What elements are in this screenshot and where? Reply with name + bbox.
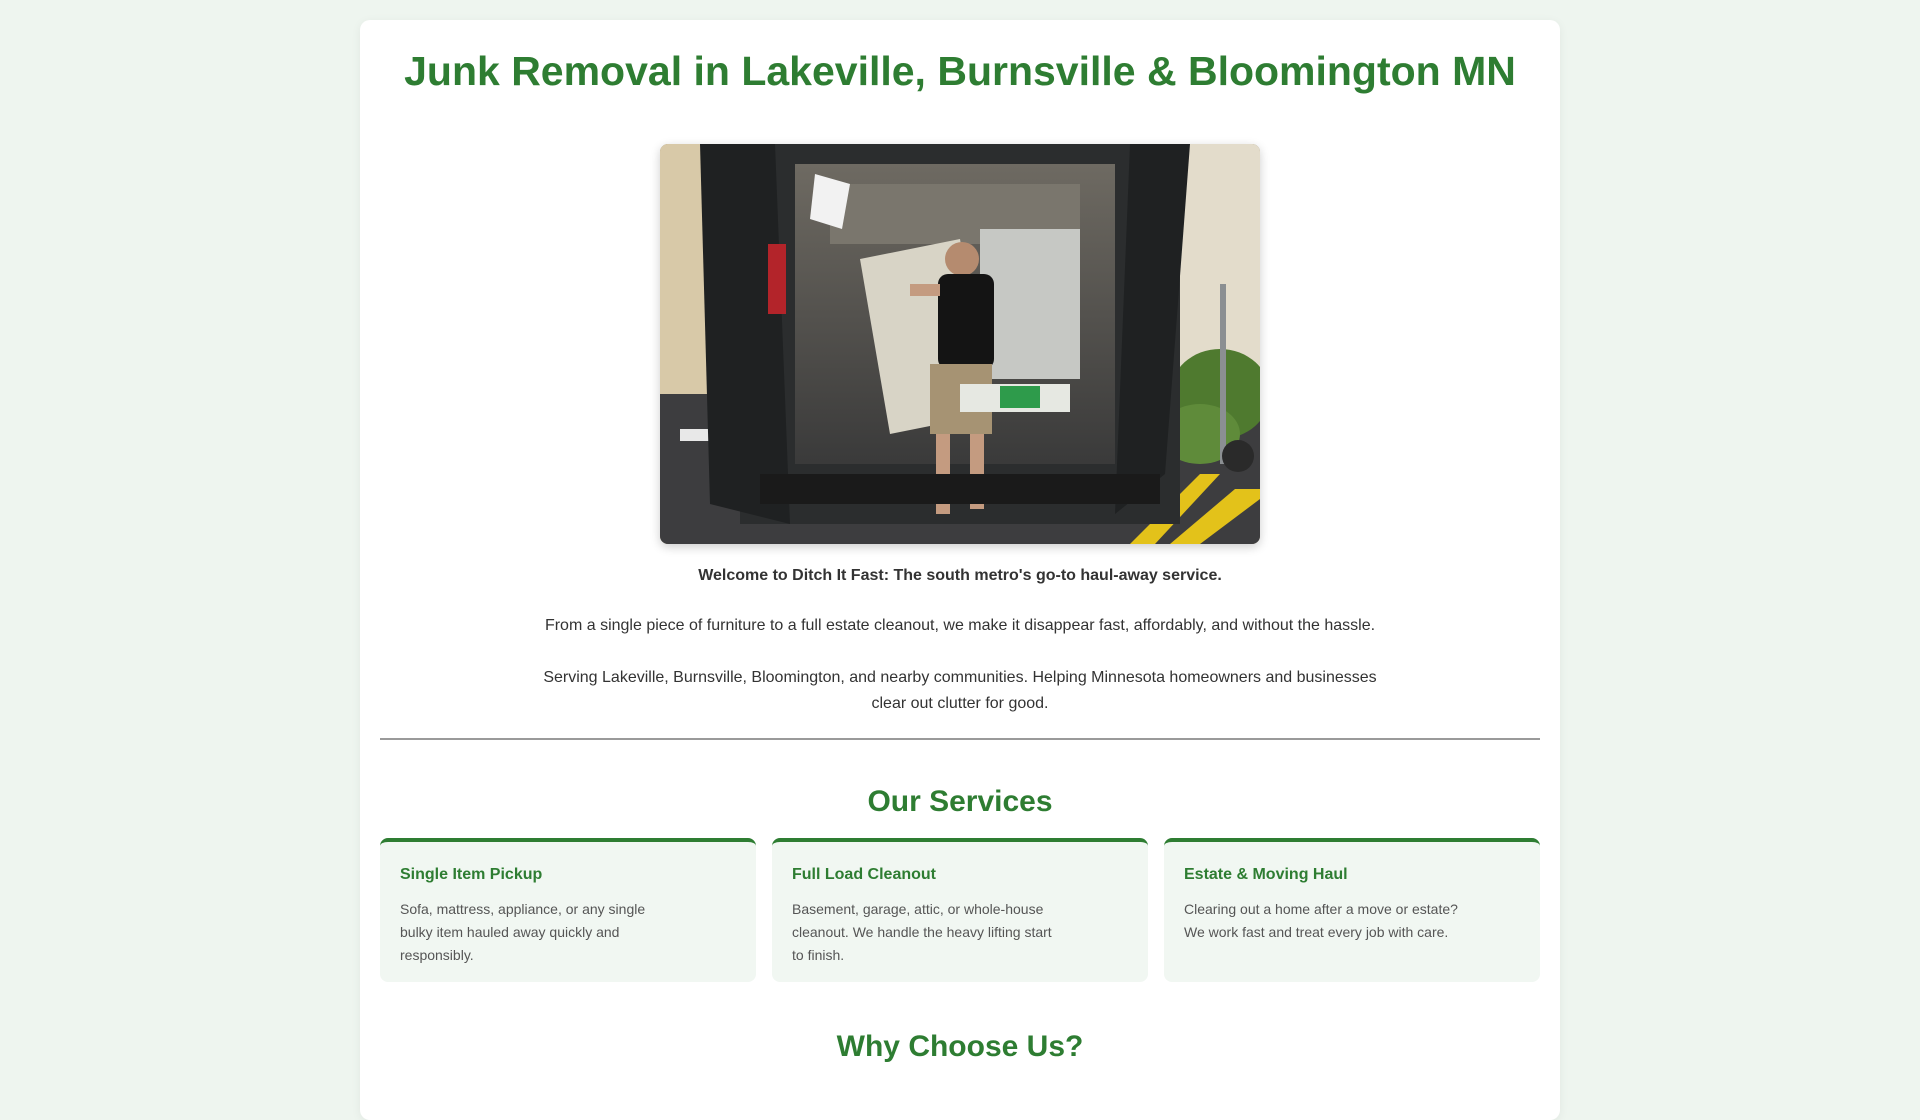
service-area-paragraph: Serving Lakeville, Burnsville, Bloomington, and nearby communities. Helping Minnesota homeowners and businesses clear out clutter for good.: [543, 669, 1377, 712]
hero-image: [660, 144, 1260, 544]
service-card-full-load: [772, 838, 1148, 982]
service-card-title: Estate & Moving Haul: [1184, 866, 1348, 883]
page-title: Junk Removal in Lakeville, Burnsville & Bloomington MN: [404, 48, 1516, 94]
service-card-single-item: [380, 838, 756, 982]
service-card-estate-moving: [1164, 838, 1540, 982]
service-card-description: Sofa, mattress, appliance, or any single bulky item hauled away quickly and responsibly.: [400, 901, 646, 963]
service-card-description: Basement, garage, attic, or whole-house cleanout. We handle the heavy lifting start to finish.: [792, 901, 1052, 963]
service-card-title: Single Item Pickup: [400, 866, 543, 883]
section-divider: [380, 738, 1540, 740]
welcome-text: Welcome to Ditch It Fast: The south metro's go-to haul-away service.: [698, 567, 1222, 584]
why-choose-us-heading: Why Choose Us?: [836, 1030, 1084, 1063]
service-card-description: Clearing out a home after a move or estate? We work fast and treat every job with care.: [1184, 901, 1458, 940]
service-card-title: Full Load Cleanout: [792, 866, 936, 883]
services-heading: Our Services: [867, 785, 1053, 818]
intro-paragraph: From a single piece of furniture to a full estate cleanout, we make it disappear fast, affordably, and without the hassle.: [544, 617, 1376, 634]
content-card: [360, 20, 1560, 1120]
van-loading-photo: [660, 144, 1260, 544]
